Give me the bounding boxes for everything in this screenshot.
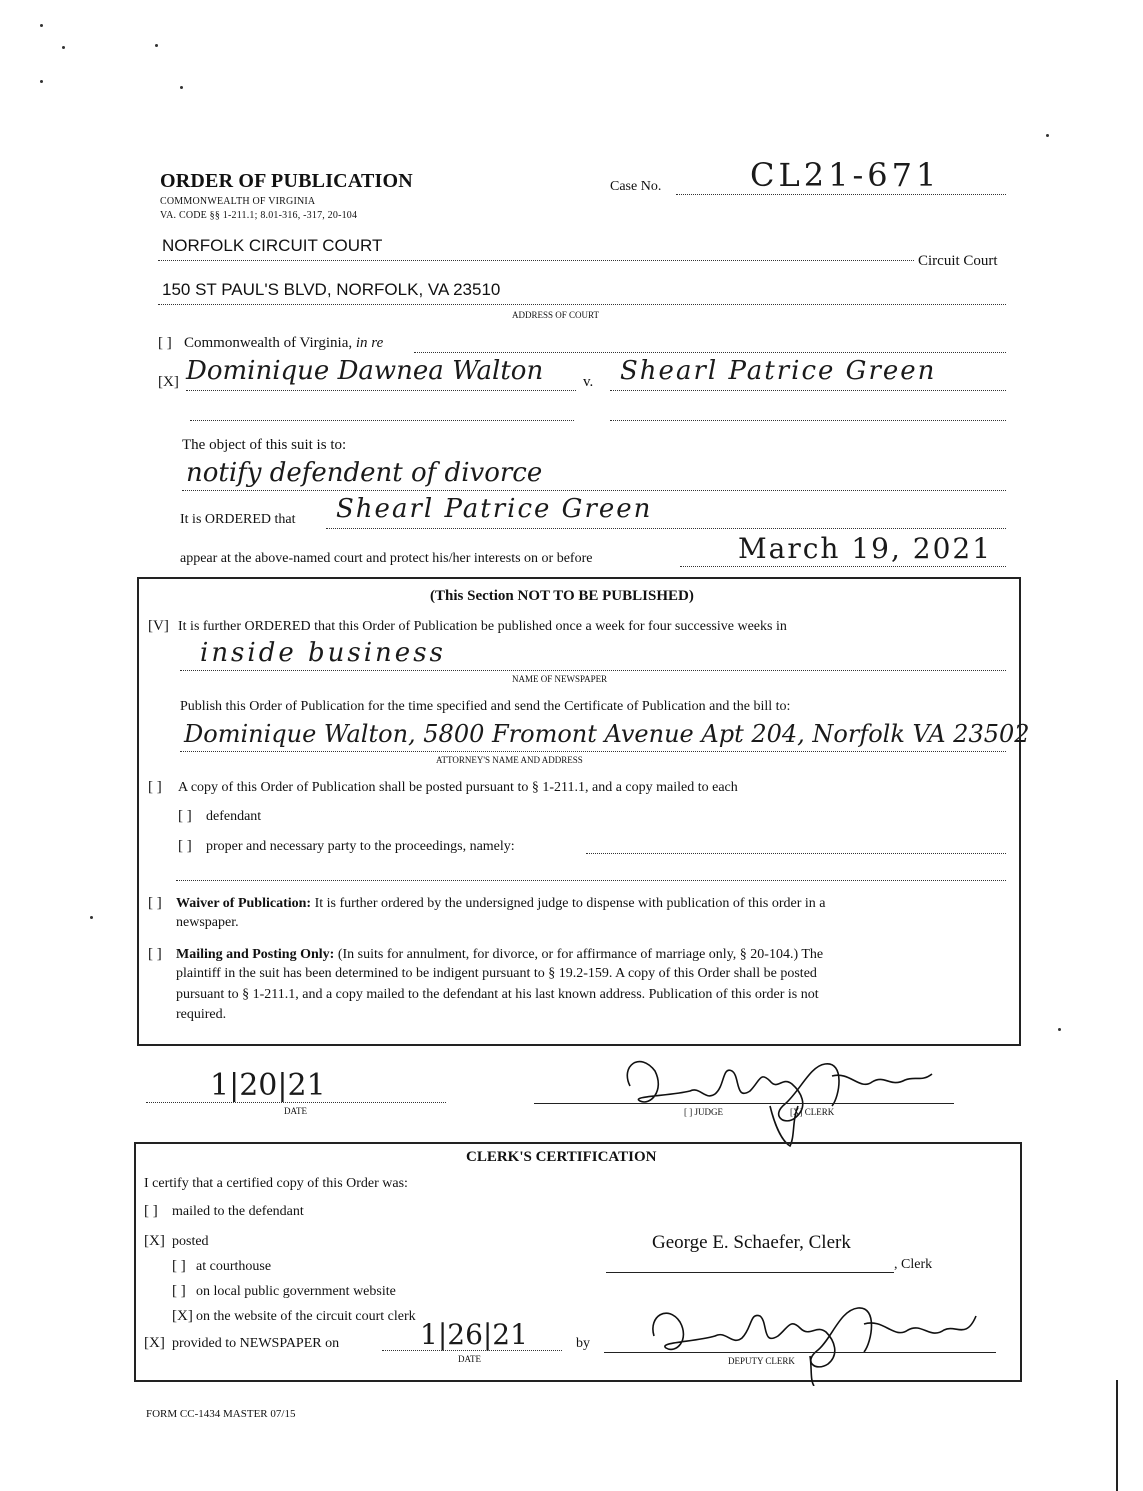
provided-date: 1|26|21 — [420, 1318, 528, 1351]
court-address-line — [158, 304, 1006, 305]
mailing-title: Mailing and Posting Only: — [176, 947, 335, 962]
proper-line — [586, 853, 1006, 854]
proper-line-2 — [176, 880, 1006, 881]
attorney-value: Dominique Walton, 5800 Fromont Avenue Apt 204, Norfolk VA 23502 — [184, 720, 1030, 748]
defendant-name: Shearl Patrice Green — [620, 356, 937, 386]
form-subtitle: COMMONWEALTH OF VIRGINIA — [160, 196, 316, 207]
mailing-body-1: (In suits for annulment, for divorce, or for affirmance of marriage only, § 20-104.) The — [337, 947, 824, 962]
mailed-label: mailed to the defendant — [172, 1204, 304, 1219]
newspaper-label: NAME OF NEWSPAPER — [512, 674, 608, 684]
appear-line — [680, 566, 1006, 567]
plaintiff-name: Dominique Dawnea Walton — [186, 356, 544, 386]
clerk-name: George E. Schaefer, Clerk — [652, 1232, 851, 1253]
order-date: 1|20|21 — [210, 1068, 326, 1103]
form-footer: FORM CC-1434 MASTER 07/15 — [146, 1408, 296, 1420]
clerk-site-label: on the website of the circuit court clerk — [196, 1309, 416, 1324]
commonwealth-label — [184, 335, 383, 352]
plaintiff-line — [186, 390, 576, 391]
address-label: ADDRESS OF COURT — [512, 310, 599, 320]
courthouse-checkbox: [ ] — [172, 1258, 186, 1274]
scan-speck — [1046, 134, 1049, 137]
newspaper-name: inside business — [200, 638, 446, 668]
waiver-body-2: newspaper. — [176, 915, 239, 930]
object-label: The object of this suit is to: — [182, 437, 347, 453]
clerk-signature — [610, 1046, 940, 1151]
court-name-line — [158, 260, 914, 261]
parties-checkbox: [X] — [158, 374, 179, 390]
posted-text: A copy of this Order of Publication shall be posted pursuant to § 1-211.1, and a copy mailed to each — [178, 780, 738, 795]
scan-speck — [180, 86, 183, 89]
versus-label: v. — [583, 374, 594, 390]
order-date-line — [146, 1102, 446, 1103]
further-text: It is further ORDERED that this Order of Publication be published once a week for four successive weeks in — [178, 619, 787, 634]
waiver-checkbox: [ ] — [148, 895, 162, 911]
newspaper-line — [180, 670, 1006, 671]
scan-speck — [40, 24, 43, 27]
scan-speck — [155, 44, 158, 47]
form-code: VA. CODE §§ 1-211.1; 8.01-316, -317, 20-104 — [160, 210, 358, 221]
object-line — [182, 490, 1006, 491]
mailed-checkbox: [ ] — [144, 1203, 158, 1219]
defendant-line — [610, 390, 1006, 391]
mailing-text-2: plaintiff in the suit has been determined to be indigent pursuant to § 19.2-159. A copy of this Order shall be posted — [176, 966, 817, 981]
commonwealth-text: Commonwealth of Virginia, — [184, 335, 353, 351]
by-label: by — [576, 1336, 590, 1351]
clerk-site-checkbox: [X] — [172, 1308, 193, 1324]
publish-text: Publish this Order of Publication for the time specified and send the Certificate of Publication and the bill to: — [180, 699, 791, 714]
website-checkbox: [ ] — [172, 1283, 186, 1299]
website-label: on local public government website — [196, 1284, 396, 1299]
clerk-name-line — [606, 1272, 894, 1273]
scan-speck — [40, 80, 43, 83]
ordered-party: Shearl Patrice Green — [336, 494, 653, 524]
defendant-checkbox: [ ] — [178, 808, 192, 824]
form-title: ORDER OF PUBLICATION — [160, 170, 413, 192]
court-name: NORFOLK CIRCUIT COURT — [162, 236, 383, 255]
certification-heading: CLERK'S CERTIFICATION — [466, 1149, 657, 1165]
waiver-title: Waiver of Publication: — [176, 896, 312, 911]
scan-speck — [90, 916, 93, 919]
ordered-line — [326, 528, 1006, 529]
provided-checkbox: [X] — [144, 1335, 165, 1351]
cert-posted-label: posted — [172, 1234, 209, 1249]
proper-checkbox: [ ] — [178, 838, 192, 854]
mailing-text-3: pursuant to § 1-211.1, and a copy mailed to the defendant at his last known address. Publication of this order is not — [176, 987, 819, 1002]
case-no-value: CL21-671 — [750, 156, 941, 194]
attorney-label: ATTORNEY'S NAME AND ADDRESS — [436, 755, 583, 765]
object-value: notify defendent of divorce — [186, 458, 543, 488]
case-no-line — [676, 194, 1006, 195]
mailing-text-4: required. — [176, 1007, 227, 1022]
scan-speck — [62, 46, 65, 49]
circuit-court-label: Circuit Court — [918, 253, 998, 269]
certification-intro: I certify that a certified copy of this Order was: — [144, 1176, 408, 1191]
mailing-text-1 — [176, 947, 823, 963]
deputy-line — [604, 1352, 996, 1353]
case-no-label: Case No. — [610, 179, 662, 194]
parties-line-2b — [610, 420, 1006, 421]
appear-date: March 19, 2021 — [738, 532, 993, 565]
scan-speck — [1058, 1028, 1061, 1031]
scan-edge-line — [1116, 1380, 1118, 1491]
commonwealth-line — [414, 352, 1006, 353]
appear-text: appear at the above-named court and protect his/her interests on or before — [180, 551, 593, 566]
posted-checkbox: [ ] — [148, 779, 162, 795]
order-date-label: DATE — [284, 1106, 307, 1116]
signature-line — [534, 1103, 954, 1104]
ordered-label: It is ORDERED that — [180, 512, 296, 527]
proper-label: proper and necessary party to the proceedings, namely: — [206, 839, 515, 854]
waiver-text — [176, 896, 825, 912]
in-re-text: in re — [355, 335, 384, 351]
courthouse-label: at courthouse — [196, 1259, 272, 1274]
provided-date-label: DATE — [458, 1354, 481, 1364]
clerk-label: [X] CLERK — [790, 1107, 835, 1117]
judge-label: [ ] JUDGE — [684, 1107, 723, 1117]
waiver-body-1: It is further ordered by the undersigned judge to dispense with publication of this order in a — [314, 896, 826, 911]
further-checkbox: [V] — [148, 618, 169, 634]
parties-line-2a — [190, 420, 574, 421]
mailing-checkbox: [ ] — [148, 946, 162, 962]
defendant-label: defendant — [206, 809, 262, 824]
cert-posted-checkbox: [X] — [144, 1233, 165, 1249]
clerk-suffix: , Clerk — [894, 1257, 933, 1272]
commonwealth-checkbox: [ ] — [158, 335, 172, 351]
deputy-label: DEPUTY CLERK — [728, 1356, 795, 1366]
deputy-clerk-signature — [640, 1296, 980, 1386]
court-address: 150 ST PAUL'S BLVD, NORFOLK, VA 23510 — [162, 280, 501, 299]
not-published-heading: (This Section NOT TO BE PUBLISHED) — [430, 588, 694, 604]
provided-label: provided to NEWSPAPER on — [172, 1336, 340, 1351]
attorney-line — [180, 751, 1006, 752]
